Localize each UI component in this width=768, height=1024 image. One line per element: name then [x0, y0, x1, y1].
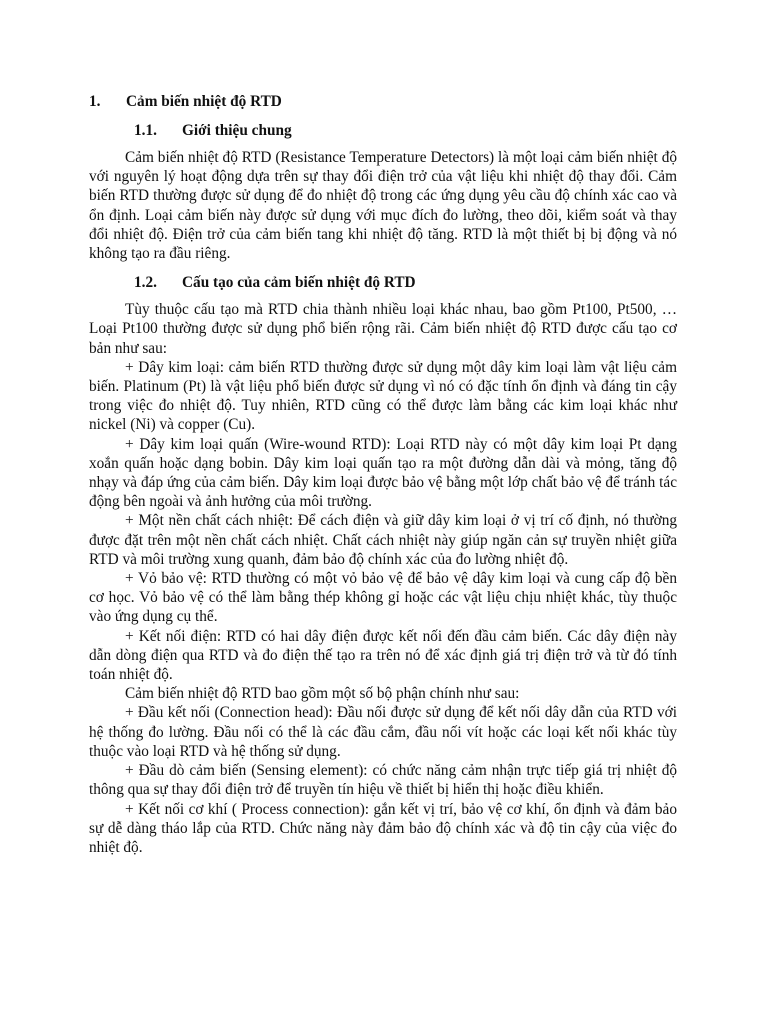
sensing-element-paragraph: + Đầu dò cảm biến (Sensing element): có chức năng cảm nhận trực tiếp giá trị nhiệt độ thông qua sự thay đổi điện trở để truyền tín hiệu về thiết bị hiển thị hoặc điều khiển. — [89, 762, 677, 799]
intro-paragraph: Cảm biến nhiệt độ RTD (Resistance Temperature Detectors) là một loại cảm biến nhiệt độ với nguyên lý hoạt động dựa trên sự thay đổi điện trở của vật liệu khi nhiệt độ thay đổi. Cảm biến RTD thường được sử dụng để đo nhiệt độ trong các ứng dụng yêu cầu độ chính xác cao và ổn định. Loại cảm biến này được sử dụng với mục đích đo lường, theo dõi, kiểm soát và thay đổi nhiệt độ. Điện trở của cảm biến tang khi nhiệt độ tăng. RTD là một thiết bị bị động và nó không tạo ra đầu riêng. — [89, 149, 677, 263]
document-page — [89, 92, 677, 857]
metal-wire-paragraph: + Dây kim loại: cảm biến RTD thường được sử dụng một dây kim loại làm vật liệu cảm biến. Platinum (Pt) là vật liệu phổ biến được sử dụng vì nó có đặc tính ổn định và đáng tin cậy trong việc đo nhiệt độ. Tuy nhiên, RTD cũng có thể được làm bằng các kim loại khác như nickel (Ni) và copper (Cu). — [89, 358, 677, 434]
section-1-1-number: 1.1. — [134, 122, 157, 139]
section-1-2-title: Cấu tạo của cảm biến nhiệt độ RTD — [182, 274, 416, 292]
electrical-connection-paragraph: + Kết nối điện: RTD có hai dây điện được kết nối đến đầu cảm biến. Các dây điện này dẫn dòng điện qua RTD và đo điện thế tạo ra trên nó để xác định giá trị điện trở và từ đó tính toán nhiệt độ. — [89, 627, 677, 684]
section-1-title: Cảm biến nhiệt độ RTD — [126, 93, 282, 110]
process-connection-paragraph: + Kết nối cơ khí ( Process connection): gắn kết vị trí, bảo vệ cơ khí, ổn định và đảm bảo sự dễ dàng tháo lắp của RTD. Chức năng này đảm bảo độ chính xác và độ tin cậy của việc đo nhiệt độ. — [89, 800, 677, 856]
structure-intro-paragraph: Tùy thuộc cấu tạo mà RTD chia thành nhiều loại khác nhau, bao gồm Pt100, Pt500, … Loại Pt100 thường được sử dụng phổ biến rộng rãi. Cảm biến nhiệt độ RTD được cấu tạo cơ bản như sau: — [89, 301, 677, 357]
insulation-base-paragraph: + Một nền chất cách nhiệt: Để cách điện và giữ dây kim loại ở vị trí cố định, nó thường được đặt trên một nền chất cách nhiệt. Chất cách nhiệt này giúp ngăn cản sự truyền nhiệt giữa RTD và môi trường xung quanh, đảm bảo độ chính xác của đo lường nhiệt độ. — [89, 512, 677, 568]
main-parts-intro-paragraph: Cảm biến nhiệt độ RTD bao gồm một số bộ phận chính như sau: — [125, 685, 520, 703]
section-1-2-number: 1.2. — [134, 274, 157, 292]
section-1-heading — [89, 92, 677, 111]
connection-head-paragraph: + Đầu kết nối (Connection head): Đầu nối được sử dụng để kết nối dây dẫn của RTD với hệ thống đo lường. Đầu nối có thể là các đầu cắm, đầu nối vít hoặc các loại kết nối khác tùy thuộc vào loại RTD và hệ thống sử dụng. — [89, 704, 677, 760]
section-1-2-heading — [89, 273, 677, 292]
section-1-1-heading — [89, 121, 677, 140]
section-1-number: 1. — [89, 93, 101, 110]
wire-wound-paragraph: + Dây kim loại quấn (Wire-wound RTD): Loại RTD này có một dây kim loại Pt dạng xoắn quấn hoặc dạng bobin. Dây kim loại quấn tạo ra một đường dẫn dài và mỏng, tăng độ nhạy và đáp ứng của cảm biến. Dây kim loại được bảo vệ bằng một lớp chất bảo vệ để tránh tác động bên ngoài và ảnh hưởng của môi trường. — [89, 435, 677, 511]
protective-sheath-paragraph: + Vỏ bảo vệ: RTD thường có một vỏ bảo vệ để bảo vệ dây kim loại và cung cấp độ bền cơ học. Vỏ bảo vệ có thể làm bằng thép không gỉ hoặc các vật liệu chịu nhiệt khác, tùy thuộc vào ứng dụng cụ thể. — [89, 570, 677, 626]
section-1-1-title: Giới thiệu chung — [182, 122, 292, 139]
